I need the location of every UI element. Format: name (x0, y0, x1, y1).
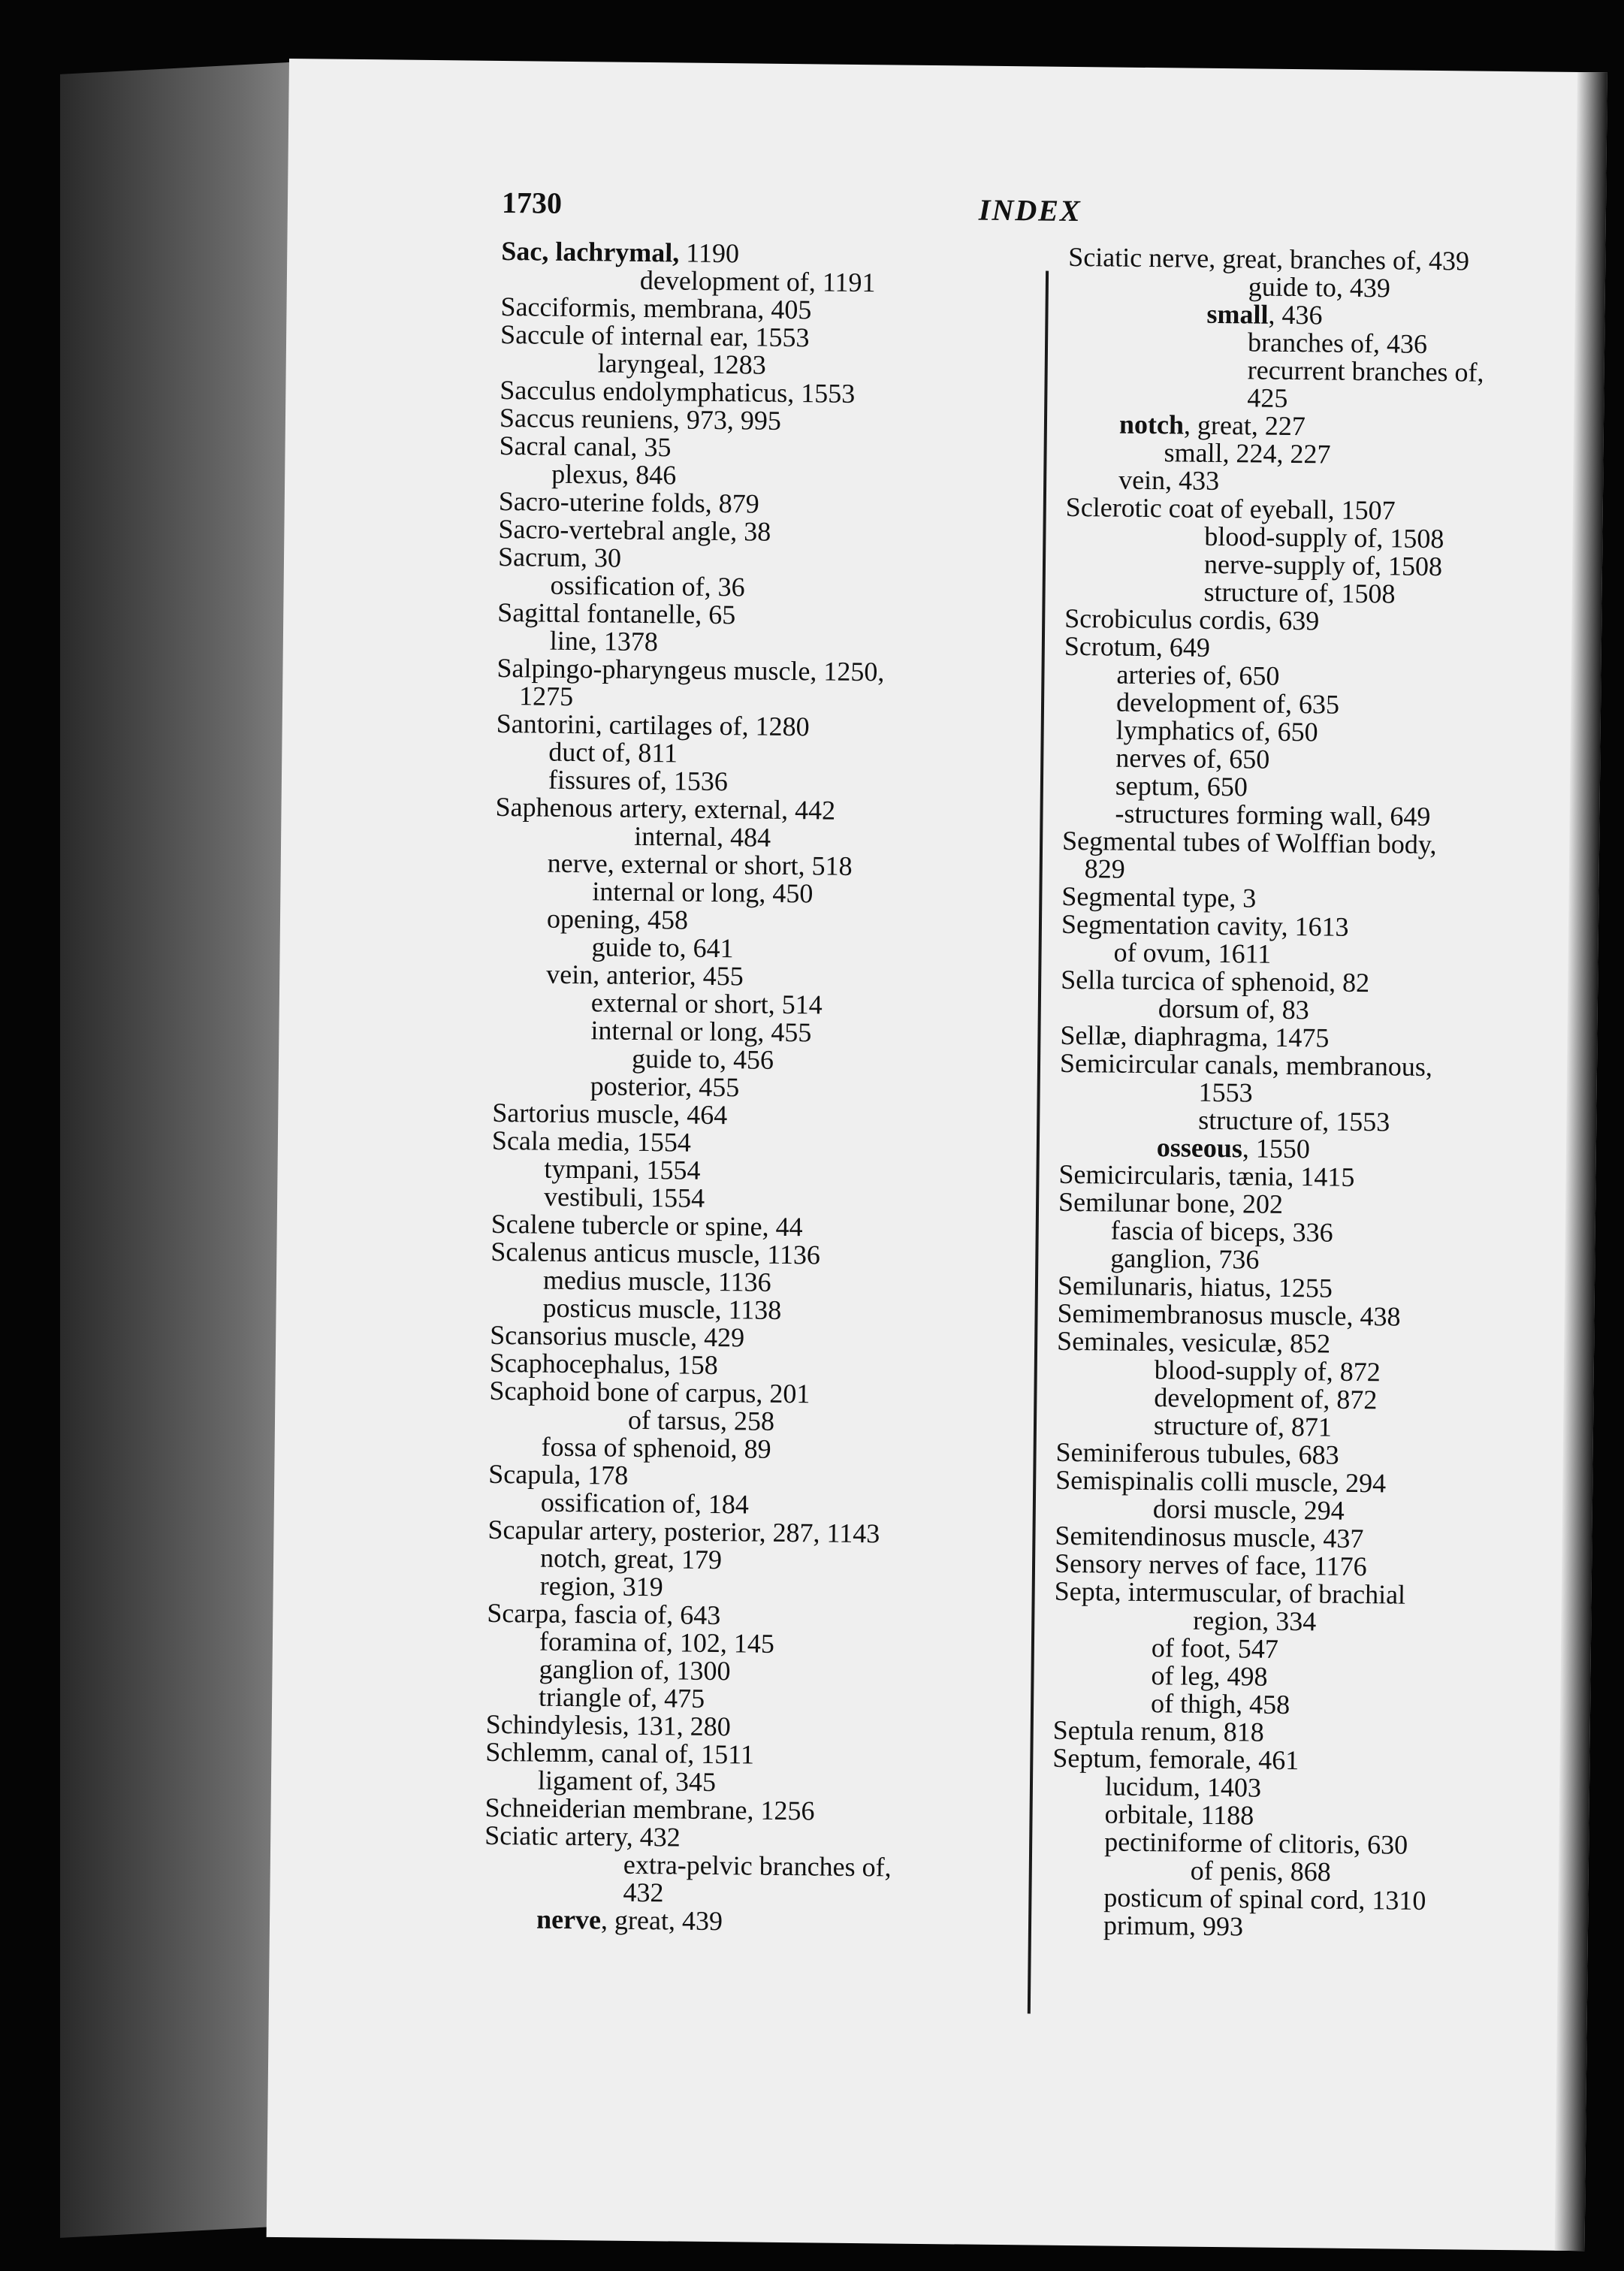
index-entry: Sacro-uterine folds, 879 (498, 485, 759, 519)
index-entry: medius muscle, 1136 (542, 1264, 771, 1297)
index-entry: internal or long, 450 (592, 876, 814, 909)
index-entry: Seminales, vesiculæ, 852 (1056, 1325, 1331, 1359)
index-entry: laryngeal, 1283 (597, 348, 766, 380)
index-column-right (1051, 243, 1580, 1944)
index-entry: Semicircular canals, membranous, (1059, 1047, 1433, 1083)
index-entry: Septa, intermuscular, of brachial (1054, 1575, 1406, 1610)
index-entry: Sclerotic coat of eyeball, 1507 (1065, 491, 1396, 526)
index-entry: Scapula, 178 (488, 1458, 629, 1490)
running-head: INDEX (978, 192, 1082, 228)
index-entry: notch, great, 179 (539, 1542, 723, 1575)
index-entry: development of, 872 (1154, 1382, 1378, 1415)
index-entry: Santorini, cartilages of, 1280 (496, 708, 810, 742)
index-entry: Segmental type, 3 (1061, 880, 1257, 914)
index-entry: nerve, external or short, 518 (547, 847, 853, 881)
index-entry: fascia of biceps, 336 (1110, 1215, 1333, 1248)
index-entry: Sacrum, 30 (497, 541, 622, 573)
index-entry: Schneiderian membrane, 1256 (484, 1792, 815, 1826)
index-entry: Segmental tubes of Wolffian body, (1061, 825, 1437, 860)
index-entry: posticum of spinal cord, 1310 (1103, 1882, 1426, 1916)
index-entry: Sensory nerves of face, 1176 (1054, 1548, 1367, 1582)
index-entry: fissures of, 1536 (548, 764, 729, 797)
index-entry: Semimembranosus muscle, 438 (1057, 1297, 1401, 1332)
index-entry: extra-pelvic branches of, (623, 1849, 892, 1883)
index-entry: tympani, 1554 (544, 1153, 701, 1185)
index-entry: nerve, great, 439 (536, 1904, 723, 1937)
index-entry: Sciatic nerve, great, branches of, 439 (1068, 241, 1470, 276)
index-entry: structure of, 871 (1153, 1410, 1333, 1442)
index-entry: arteries of, 650 (1116, 659, 1280, 691)
index-entry: development of, 635 (1115, 687, 1340, 720)
index-entry: ligament of, 345 (537, 1765, 717, 1798)
index-entry: small, 224, 227 (1164, 437, 1331, 470)
index-entry: 829 (1084, 853, 1125, 884)
index-entry: ossification of, 184 (540, 1487, 750, 1520)
index-entry: lymphatics of, 650 (1115, 714, 1318, 747)
index-entry: Saccule of internal ear, 1553 (500, 319, 810, 353)
index-entry: vein, 433 (1118, 464, 1220, 496)
index-entry: structure of, 1553 (1198, 1104, 1390, 1137)
index-entry: of leg, 498 (1151, 1660, 1268, 1692)
index-entry: Septula renum, 818 (1052, 1714, 1264, 1747)
index-entry: 432 (623, 1877, 664, 1908)
index-entry: plexus, 846 (551, 458, 677, 491)
index-entry: Saphenous artery, external, 442 (495, 791, 836, 826)
index-entry: blood-supply of, 1508 (1204, 521, 1444, 554)
index-entry: Sacculus endolymphaticus, 1553 (500, 374, 856, 409)
index-entry: internal or long, 455 (590, 1015, 812, 1048)
index-entry: Semitendinosus muscle, 437 (1055, 1520, 1364, 1554)
index-entry: posticus muscle, 1138 (542, 1292, 782, 1325)
book-page (267, 59, 1607, 2251)
index-entry: of thigh, 458 (1150, 1688, 1290, 1720)
index-entry: Semilunaris, hiatus, 1255 (1057, 1270, 1333, 1303)
index-entry: Scalenus anticus muscle, 1136 (491, 1236, 821, 1270)
index-entry: external or short, 514 (590, 987, 823, 1020)
index-entry: Sciatic artery, 432 (484, 1820, 681, 1853)
index-entry: ganglion of, 1300 (539, 1653, 731, 1687)
index-entry: region, 334 (1193, 1605, 1317, 1637)
index-entry: development of, 1191 (639, 264, 876, 298)
index-entry: Schlemm, canal of, 1511 (485, 1736, 755, 1770)
index-entry: nerves of, 650 (1115, 742, 1270, 775)
index-entry: osseous, 1550 (1156, 1132, 1311, 1164)
index-entry: 425 (1247, 382, 1288, 413)
index-entry: Scaphocephalus, 158 (489, 1347, 718, 1381)
index-entry: triangle of, 475 (538, 1681, 705, 1714)
index-entry: Semispinalis colli muscle, 294 (1055, 1464, 1387, 1499)
index-entry: Semilunar bone, 202 (1058, 1186, 1284, 1219)
index-entry: pectiniforme of clitoris, 630 (1103, 1826, 1408, 1860)
index-entry: guide to, 641 (591, 932, 734, 964)
index-entry: branches of, 436 (1247, 327, 1428, 359)
index-entry: Sac, lachrymal, 1190 (501, 235, 740, 269)
index-entry: 1275 (518, 681, 574, 712)
index-entry: Scrotum, 649 (1064, 630, 1211, 663)
index-entry: of tarsus, 258 (627, 1404, 775, 1436)
index-entry: Segmentation cavity, 1613 (1061, 908, 1349, 942)
index-entry: opening, 458 (546, 903, 689, 935)
index-entry: primum, 993 (1103, 1910, 1244, 1942)
index-entry: Scansorius muscle, 429 (490, 1319, 745, 1353)
index-entry: orbitale, 1188 (1104, 1798, 1254, 1831)
index-entry: of ovum, 1611 (1113, 937, 1272, 969)
index-entry: ganglion, 736 (1110, 1243, 1260, 1275)
index-entry: Schindylesis, 131, 280 (485, 1708, 732, 1742)
index-entry: Saccus reuniens, 973, 995 (499, 402, 782, 436)
index-entry: dorsum of, 83 (1158, 993, 1310, 1025)
index-entry: Scrobiculus cordis, 639 (1064, 602, 1320, 636)
index-entry: 1553 (1198, 1077, 1253, 1108)
index-column-left (484, 237, 1073, 1939)
index-entry: guide to, 456 (631, 1043, 774, 1075)
index-entry: duct of, 811 (548, 736, 678, 769)
index-entry: blood-supply of, 872 (1154, 1354, 1381, 1388)
index-entry: Scalene tubercle or spine, 44 (491, 1208, 803, 1243)
index-entry: Sagittal fontanelle, 65 (497, 596, 736, 630)
index-entry: Scaphoid bone of carpus, 201 (489, 1375, 810, 1409)
index-entry: Semicircularis, tænia, 1415 (1058, 1158, 1355, 1192)
index-entry: Sacro-vertebral angle, 38 (498, 513, 771, 547)
index-entry: small, 436 (1206, 298, 1323, 331)
index-entry: vein, anterior, 455 (546, 959, 744, 992)
index-entry: lucidum, 1403 (1104, 1771, 1262, 1803)
index-entry: line, 1378 (549, 625, 659, 657)
index-entry: dorsi muscle, 294 (1152, 1493, 1345, 1526)
index-entry: Scarpa, fascia of, 643 (487, 1597, 721, 1631)
index-entry: nerve-supply of, 1508 (1203, 548, 1443, 582)
index-entry: Sacciformis, membrana, 405 (500, 291, 812, 325)
index-entry: fossa of sphenoid, 89 (541, 1431, 771, 1464)
index-entry: Sacral canal, 35 (499, 430, 672, 463)
index-entry: Scapular artery, posterior, 287, 1143 (488, 1514, 880, 1549)
index-entry: Septum, femorale, 461 (1052, 1742, 1300, 1776)
index-entry: structure of, 1508 (1203, 576, 1396, 609)
index-entry: region, 319 (539, 1570, 663, 1602)
index-entry: Scala media, 1554 (491, 1125, 692, 1158)
index-entry: of penis, 868 (1190, 1855, 1331, 1887)
index-entry: Seminiferous tubules, 683 (1055, 1436, 1339, 1470)
index-entry: of foot, 547 (1151, 1632, 1279, 1664)
index-entry: Sartorius muscle, 464 (492, 1097, 728, 1131)
index-entry: Sella turcica of sphenoid, 82 (1061, 964, 1370, 998)
index-entry: guide to, 439 (1248, 271, 1391, 304)
index-entry: ossification of, 36 (550, 569, 745, 602)
index-entry: recurrent branches of, (1247, 355, 1484, 388)
index-entry: notch, great, 227 (1118, 409, 1306, 442)
index-entry: foramina of, 102, 145 (539, 1626, 775, 1659)
index-entry: vestibuli, 1554 (543, 1181, 705, 1213)
index-entry: Sellæ, diaphragma, 1475 (1060, 1019, 1330, 1053)
index-entry: Salpingo-pharyngeus muscle, 1250, (497, 652, 885, 687)
index-entry: -structures forming wall, 649 (1115, 798, 1431, 832)
index-entry: posterior, 455 (590, 1071, 740, 1103)
index-entry: septum, 650 (1115, 770, 1248, 802)
page-number: 1730 (501, 185, 563, 220)
index-entry: internal, 484 (633, 820, 771, 853)
